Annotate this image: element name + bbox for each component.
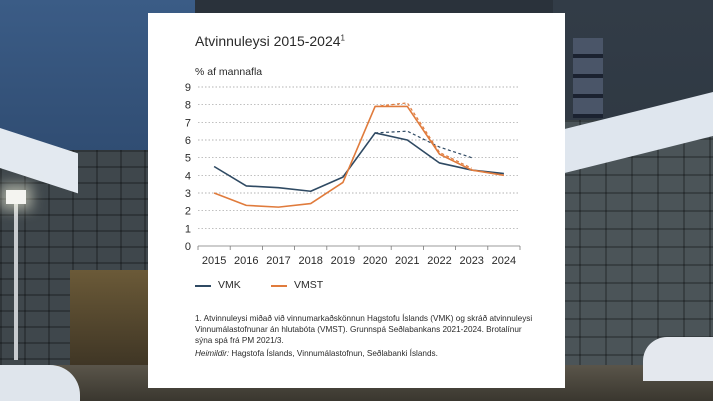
chart-card (148, 13, 565, 388)
y-tick-label: 2 (184, 205, 191, 218)
snow-pile-left (0, 365, 80, 401)
series-line-vmst (214, 106, 504, 207)
x-tick-label: 2021 (395, 255, 420, 267)
y-tick-label: 0 (184, 241, 191, 253)
x-tick-label: 2018 (298, 255, 323, 267)
legend-swatch-vmk (195, 285, 211, 287)
lamp-post (14, 200, 18, 360)
y-tick-label: 7 (184, 117, 191, 130)
y-tick-label: 6 (184, 135, 191, 147)
legend-label-vmst: VMST (294, 279, 324, 291)
x-tick-label: 2020 (362, 255, 388, 267)
legend-swatch-vmst (271, 285, 287, 287)
x-tick-label: 2019 (330, 255, 356, 267)
series-line-vmk (214, 133, 504, 191)
lamp-light (6, 190, 26, 204)
chart-title-text: Atvinnuleysi 2015-2024 (195, 33, 341, 49)
x-tick-label: 2017 (266, 255, 291, 267)
title-footnote-marker: 1 (340, 33, 345, 43)
building-windows (573, 38, 603, 118)
sources (195, 348, 535, 359)
footnote: 1. Atvinnuleysi miðað við vinnumarkaðskönnun Hagstofu Íslands (VMK) og skráð atvinnuleysi Vinnumálastofnunar án hlutabóta (VMST). Grunnspá Seðlabankans 2021-2024. Brotalínur sýna spá frá PM 2021/3. (195, 314, 533, 345)
snow-pile-right (643, 337, 713, 381)
y-tick-label: 8 (184, 99, 191, 112)
legend-label-vmk: VMK (218, 279, 241, 291)
y-tick-label: 3 (184, 188, 191, 200)
forecast-line-vmk (375, 131, 472, 158)
y-tick-label: 1 (184, 223, 191, 236)
x-tick-label: 2024 (491, 255, 517, 267)
sources-label: Heimildir: (195, 349, 230, 358)
y-tick-label: 4 (184, 170, 191, 183)
x-tick-label: 2015 (201, 255, 227, 267)
x-tick-label: 2022 (427, 255, 452, 267)
x-tick-label: 2023 (459, 255, 484, 267)
y-tick-label: 9 (184, 82, 191, 94)
line-chart (148, 13, 565, 273)
building-top (195, 0, 605, 14)
sources-text: Hagstofa Íslands, Vinnumálastofnun, Seðlabanki Íslands. (229, 349, 438, 358)
lit-doorway (70, 270, 148, 370)
x-tick-label: 2016 (234, 255, 259, 267)
y-tick-label: 5 (184, 152, 191, 165)
y-axis-label: % af mannafla (195, 66, 263, 78)
